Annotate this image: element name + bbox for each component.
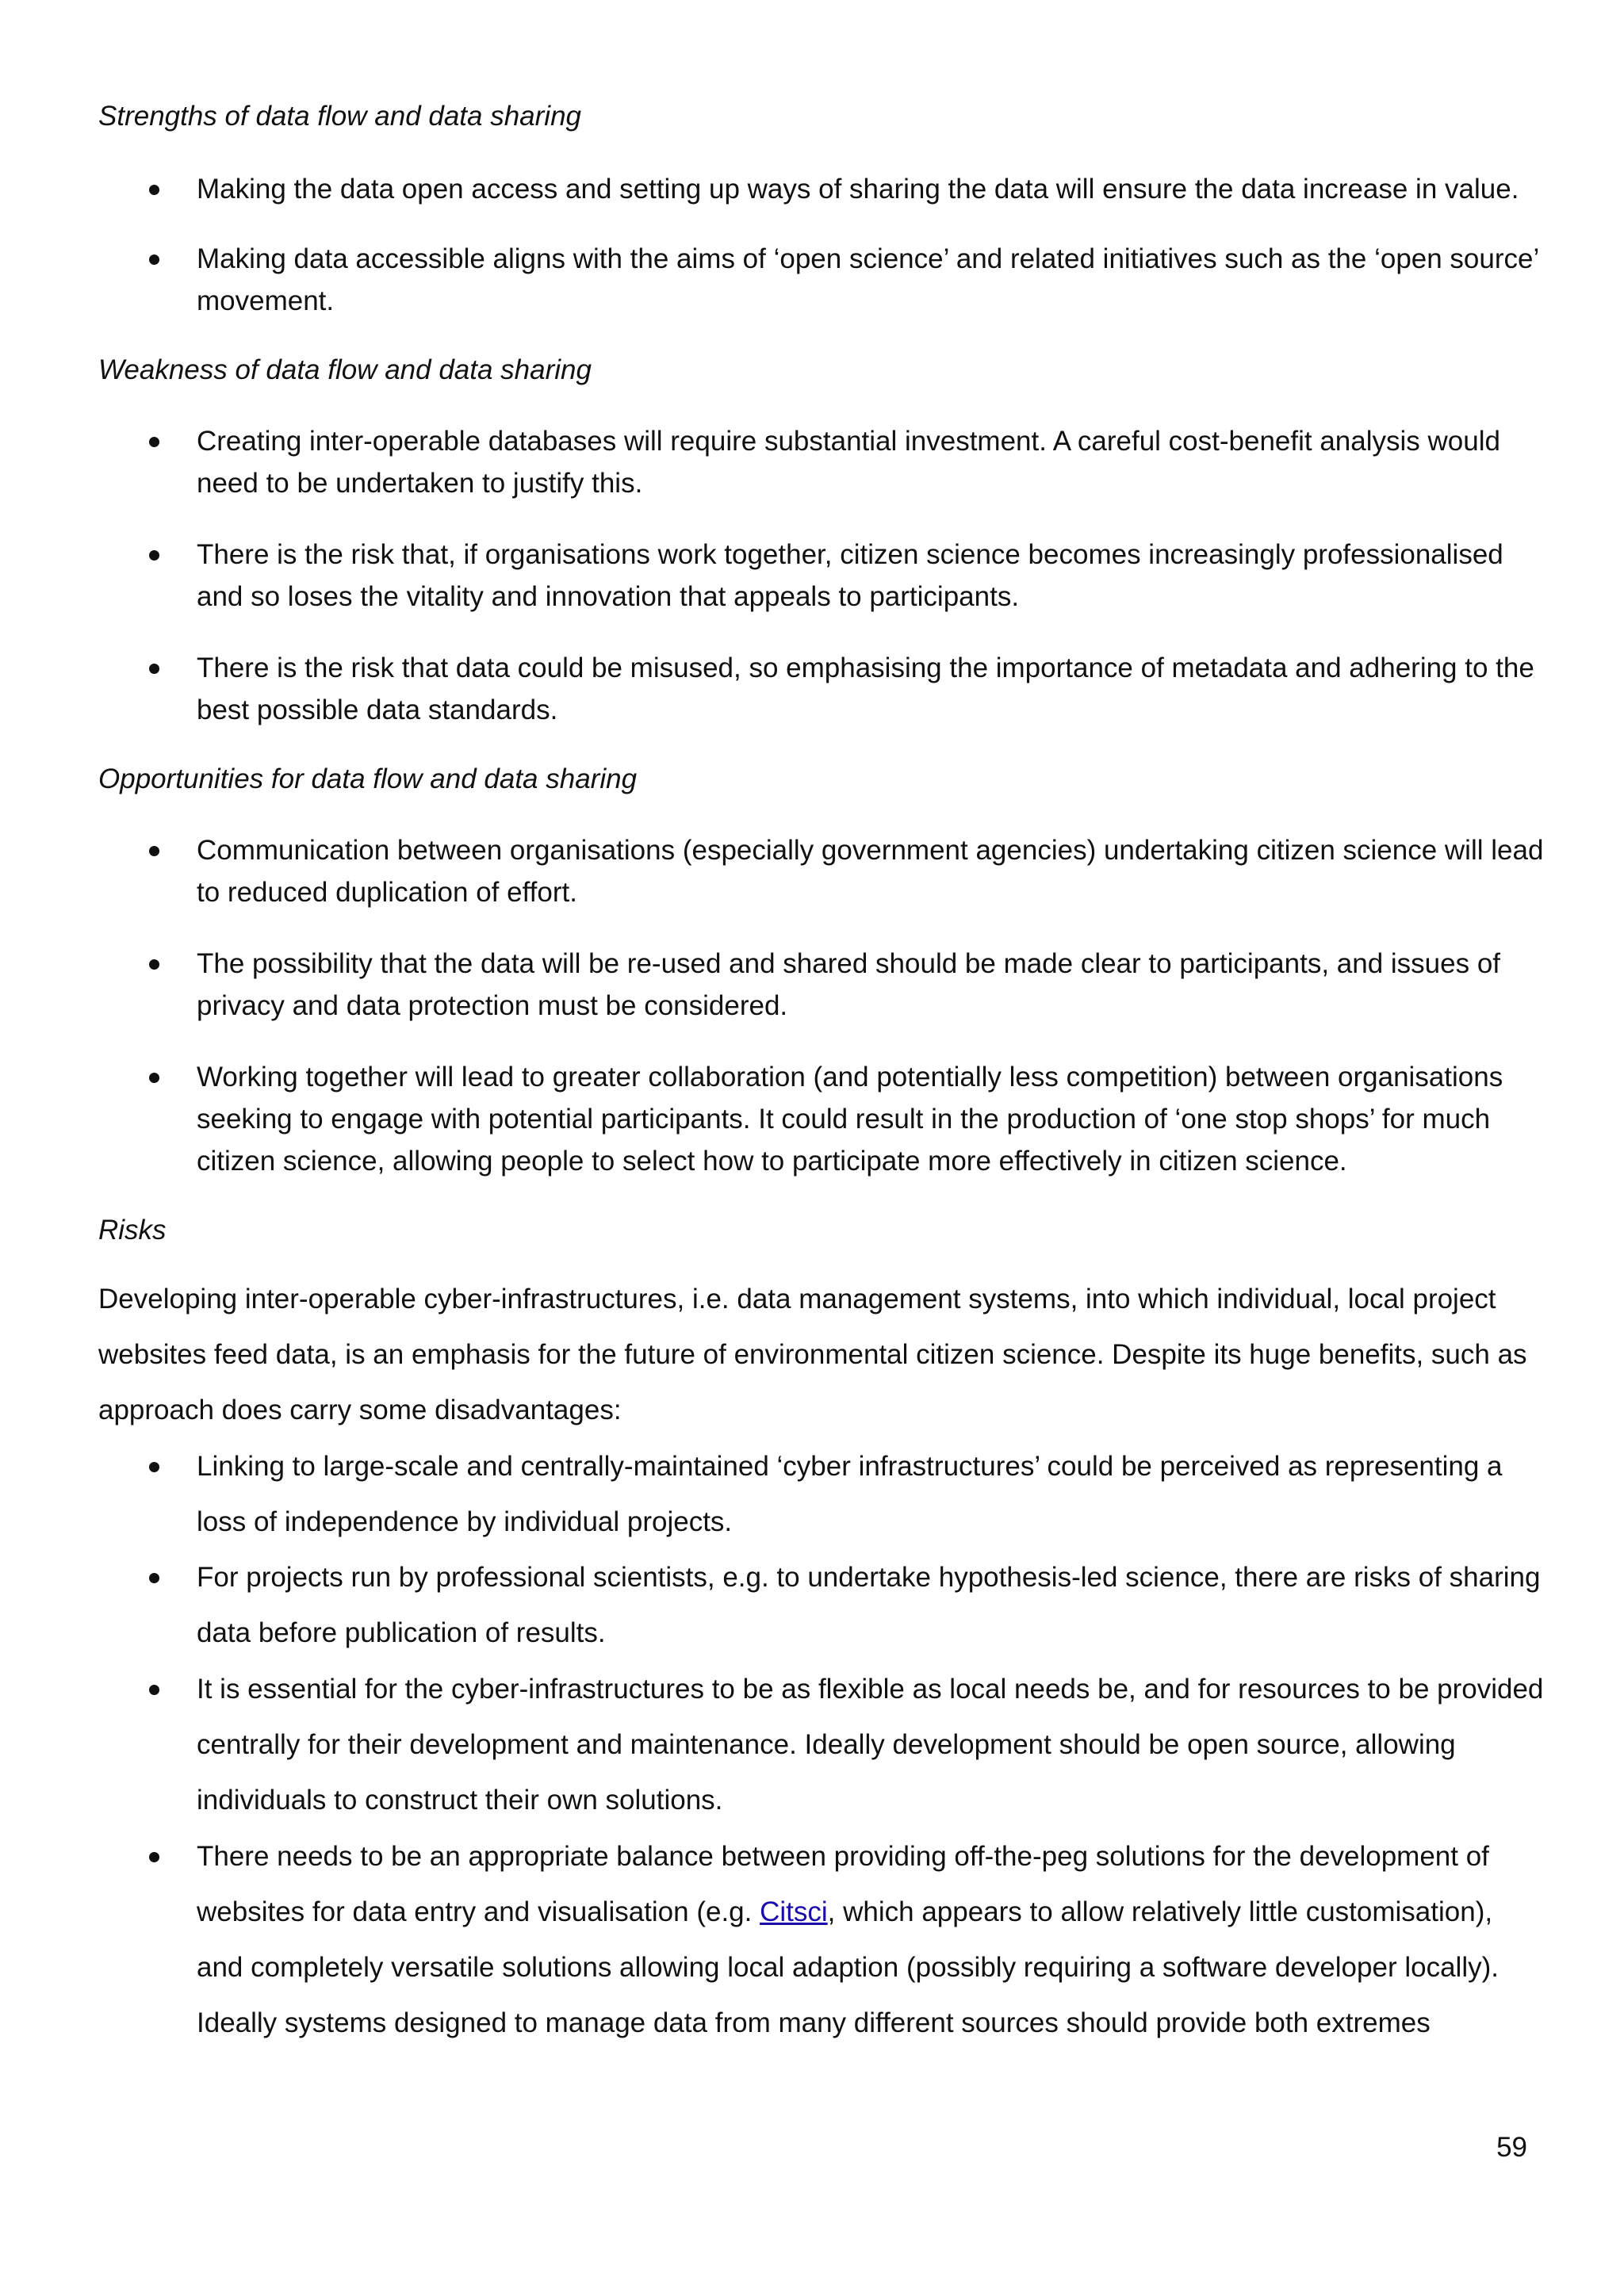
bullet-icon — [149, 550, 159, 561]
bullet-icon — [149, 1573, 159, 1583]
bullet-icon — [149, 846, 159, 856]
bullet-text: The possibility that the data will be re-used and shared should be made clear to participants, and issues of privacy and data protection must be considered. — [197, 948, 1501, 1021]
bullet-icon — [149, 664, 159, 674]
strengths-heading: Strengths of data flow and data sharing — [98, 101, 582, 132]
weakness-heading: Weakness of data flow and data sharing — [98, 354, 592, 385]
bullet-icon — [149, 1462, 159, 1472]
bullet-text: Working together will lead to greater collaboration (and potentially less competition) between organisations seeking to engage with potential participants. It could result in the production of ‘one stop shops’ for much citizen science, allowing people to select how to participate more effectively in citizen science. — [197, 1062, 1503, 1177]
bullet-text: Linking to large-scale and centrally-maintained ‘cyber infrastructures’ could be perceived as representing a loss of independence by individual projects. — [197, 1451, 1503, 1537]
bullet-text: There is the risk that data could be misused, so emphasising the importance of metadata and adhering to the best possible data standards. — [197, 652, 1534, 725]
bullet-icon — [149, 185, 159, 195]
risks-intro-paragraph: Developing inter-operable cyber-infrastructures, i.e. data management systems, into which individual, local project websites feed data, is an emphasis for the future of environmental citizen science. Despite its huge benefits, such as approach does carry some disadvantages: — [98, 1284, 1527, 1425]
bullet-icon — [149, 437, 159, 447]
bullet-icon — [149, 1073, 159, 1083]
bullet-text: It is essential for the cyber-infrastructures to be as flexible as local needs be, and for resources to be provided centrally for their development and maintenance. Ideally development should be open source, allowing individuals to construct their own solutions. — [197, 1674, 1544, 1816]
bullet-text: Making data accessible aligns with the aims of ‘open science’ and related initiatives such as the ‘open source’ movement. — [197, 243, 1538, 316]
bullet-text: There is the risk that, if organisations work together, citizen science becomes increasingly professionalised and so loses the vitality and innovation that appeals to participants. — [197, 539, 1503, 612]
bullet-text: Communication between organisations (especially government agencies) undertaking citizen science will lead to reduced duplication of effort. — [197, 835, 1544, 908]
bullet-icon — [149, 254, 159, 265]
bullet-icon — [149, 1685, 159, 1695]
bullet-text: For projects run by professional scientists, e.g. to undertake hypothesis-led science, there are risks of sharing data before publication of results. — [197, 1562, 1541, 1648]
bullet-text: Making the data open access and setting up ways of sharing the data will ensure the data increase in value. — [197, 174, 1519, 205]
bullet-text-part-1: There needs to be an appropriate balance between providing off-the-peg solutions for the development of websites for data entry and visualisation (e.g. — [197, 1841, 1489, 1927]
bullet-text-part-2: , which appears to allow relatively little customisation), and completely versatile solutions allowing local adaption (possibly requiring a software developer locally). Ideally systems designed to manage data from many different sources should provide both extremes — [197, 1896, 1499, 2038]
bullet-text: Creating inter-operable databases will require substantial investment. A careful cost-benefit analysis would need to be undertaken to justify this. — [197, 426, 1500, 499]
bullet-icon — [149, 959, 159, 970]
bullet-icon — [149, 1852, 159, 1862]
citsci-link[interactable]: Citsci — [760, 1896, 828, 1927]
page-number: 59 — [1496, 2132, 1527, 2163]
risks-heading: Risks — [98, 1215, 167, 1246]
opportunities-heading: Opportunities for data flow and data sharing — [98, 763, 638, 794]
bullet-text — [197, 1829, 1545, 2051]
